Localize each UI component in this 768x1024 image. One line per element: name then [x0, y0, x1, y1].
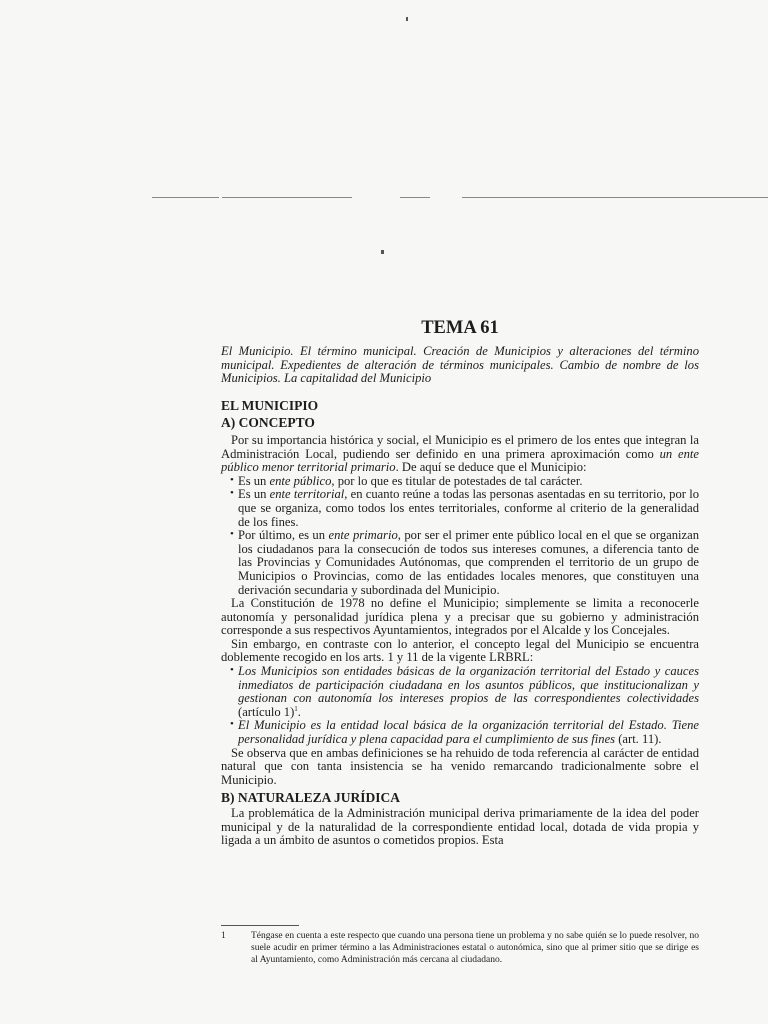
footnote-number: 1: [221, 931, 226, 941]
footnote: [221, 931, 699, 966]
page-title: TEMA 61: [421, 318, 499, 338]
list-item: • El Municipio es la entidad local básica de la organización territorial del Estado. Tiene personalidad jurídica y plena capacidad para el cumplimiento de sus fines (art. 11).: [221, 719, 699, 746]
scan-line-4: [462, 197, 768, 198]
paragraph-sin-embargo: Sin embargo, en contraste con lo anterior, el concepto legal del Municipio se encuentra doblemente recogido en los arts. 1 y 11 de la vigente LRBRL:: [221, 636, 699, 665]
page-content: [221, 318, 699, 848]
list-legal-definitions: [221, 665, 699, 747]
scan-line-2: [222, 197, 352, 198]
footnote-text: Téngase en cuenta a este respecto que cuando una persona tiene un problema y no sabe quién se lo puede resolver, no suele acudir en primer término a las Administraciones estatal o autonómica, sino que al primer sitio que se dirige es al Ayuntamiento, como Administración más cercana al ciudadano.: [251, 931, 699, 965]
scan-line-3: [400, 197, 430, 198]
scan-line-1: [152, 197, 219, 198]
list-item: • Es un ente público, por lo que es titular de potestades de tal carácter.: [221, 475, 699, 489]
subsection-heading-concepto: A) CONCEPTO: [221, 415, 315, 431]
section-heading-municipio: EL MUNICIPIO: [221, 397, 319, 413]
list-item: • Los Municipios son entidades básicas de la organización territorial del Estado y cauces inmediatos de participación ciudadana en los asuntos públicos, que institucionalizan y gestionan con autonomía los intereses propios de las correspondientes colectividades (artículo 1)$^1$.: [221, 665, 699, 719]
scan-dot-mid: [381, 250, 384, 254]
list-item: • Por último, es un ente primario, por ser el primer ente público local en el que se organizan los ciudadanos para la consecución de todos sus intereses comunes, a diferencia tanto de las Provincias y Comunidades Autónomas, que comprenden el territorio de un grupo de Municipios o Provincias, como de las entidades locales menores, que constituyen una derivación secundaria y subordinada del Municipio.: [221, 529, 699, 597]
page-subtitle: El Municipio. El término municipal. Creación de Municipios y alteraciones del término municipal. Expedientes de alteración de términos municipales. Cambio de nombre de los Municipios. La capitalidad del Municipio: [221, 344, 699, 386]
list-characteristics: [221, 475, 699, 597]
paragraph-constitucion: La Constitución de 1978 no define el Municipio; simplemente se limita a reconocerle autonomía y personalidad jurídica plena y a precisar que su gobierno y administración corresponde a sus respectivos Ayuntamientos, integrados por el Alcalde y los Concejales.: [221, 596, 699, 638]
paragraph-intro: Por su importancia histórica y social, el Municipio es el primero de los entes que integran la Administración Local, pudiendo ser definido en una primera aproximación como un ente público menor territorial primario. De aquí se deduce que el Municipio:: [221, 432, 700, 475]
subsection-heading-naturaleza: B) NATURALEZA JURÍDICA: [221, 790, 401, 806]
footnote-ref[interactable]: 1: [294, 704, 298, 713]
scan-dot-top: [406, 17, 408, 21]
paragraph-observa: Se observa que en ambas definiciones se ha rehuido de toda referencia al carácter de entidad natural que con tanta insistencia se ha venido remarcando tradicionalmente sobre el Municipio.: [221, 745, 699, 787]
list-item: • Es un ente territorial, en cuanto reúne a todas las personas asentadas en su territorio, por lo que se organiza, como todos los entes territoriales, conforme al criterio de la generalidad de los fines.: [221, 488, 699, 529]
footnote-divider: [221, 925, 299, 926]
paragraph-naturaleza: La problemática de la Administración municipal deriva primariamente de la idea del poder municipal y de la naturalidad de la correspondiente entidad local, dotada de vida propia y ligada a un ámbito de asuntos o cometidos propios. Esta: [221, 806, 699, 848]
